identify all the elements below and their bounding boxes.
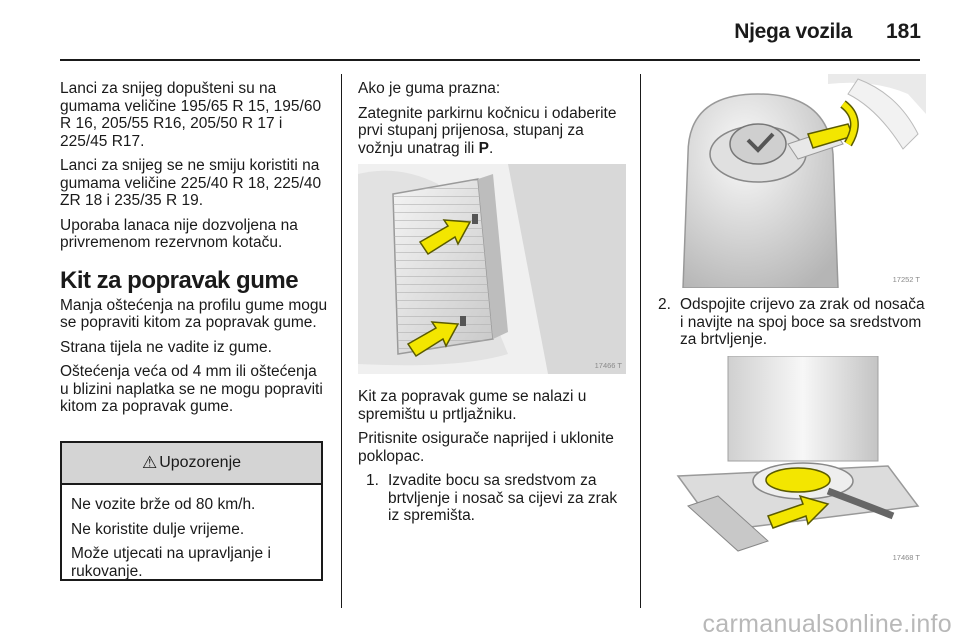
paragraph: Oštećenja veća od 4 mm ili oštećenja u blizini naplatka se ne mogu popraviti kitom za popravak gume.	[60, 363, 323, 415]
figure-label: 17252 T	[892, 275, 920, 284]
paragraph: Strana tijela ne vadite iz gume.	[60, 338, 272, 356]
sealant-bottle-illustration	[658, 74, 926, 288]
warning-line: Ne vozite brže od 80 km/h.	[71, 496, 256, 513]
paragraph: Uporaba lanaca nije dozvoljena na privremenom rezervnom kotaču.	[60, 216, 298, 251]
chapter-title: Njega vozila	[734, 20, 852, 43]
paragraph: Kit za popravak gume se nalazi u spremištu u prtljažniku.	[358, 388, 587, 423]
step-text: Odspojite crijevo za zrak od nosača i navijte na spoj boce sa sredstvom za brtvljenje.	[680, 296, 925, 348]
page-header	[0, 0, 960, 62]
figure-hose-connection	[658, 356, 926, 566]
step-list	[658, 296, 926, 349]
column-divider-right	[640, 74, 641, 608]
instruction-paragraph	[358, 105, 626, 158]
instruction-suffix: .	[488, 139, 494, 157]
figure-label: 17466 T	[594, 361, 622, 370]
warning-line: Može utjecati na upravljanje i rukovanje.	[71, 545, 271, 580]
hose-connection-illustration	[658, 356, 926, 566]
paragraph: Manja oštećenja na profilu gume mogu se popraviti kitom za popravak gume.	[60, 296, 328, 331]
step-number: 2.	[658, 296, 671, 313]
step-list	[358, 472, 626, 525]
instruction-text: Zategnite parkirnu kočnicu i odaberite prvi stupanj prijenosa, stupanj za vožnju unatrag ili	[358, 104, 617, 157]
paragraph: Lanci za snijeg dopušteni su na gumama veličine 195/65 R 15, 195/60 R 16, 205/55 R16, 205/50 R 17 i 225/45 R17.	[60, 80, 322, 150]
warning-line: Ne koristite dulje vrijeme.	[71, 520, 245, 538]
paragraph: Pritisnite osigurače naprijed i uklonite poklopac.	[358, 430, 614, 465]
figure-sealant-bottle	[658, 74, 926, 288]
figure-label: 17468 T	[892, 553, 920, 562]
paragraph: Lanci za snijeg se ne smiju koristiti na gumama veličine 225/40 R 18, 225/40 ZR 18 i 235/35 R 19.	[60, 157, 322, 209]
watermark: carmanualsonline.info	[702, 610, 952, 638]
column-1	[60, 80, 328, 423]
column-2-lower	[358, 388, 626, 531]
warning-triangle-icon: ⚠	[141, 453, 158, 472]
column-divider-left	[341, 74, 342, 608]
header-rule	[60, 59, 920, 61]
column-3	[658, 296, 926, 355]
warning-body	[62, 485, 321, 580]
paragraph: Ako je guma prazna:	[358, 80, 501, 97]
storage-compartment-illustration	[358, 164, 626, 374]
warning-header	[62, 443, 321, 485]
step-number: 1.	[366, 472, 379, 489]
page-number: 181	[885, 20, 921, 43]
figure-storage-compartment	[358, 164, 626, 374]
column-2	[358, 80, 626, 164]
list-item	[366, 472, 626, 525]
warning-title: Upozorenje	[159, 454, 242, 471]
instruction-bold: P	[478, 139, 489, 157]
section-heading: Kit za popravak gume	[60, 266, 299, 294]
step-text: Izvadite bocu sa sredstvom za brtvljenje i nosač sa cijevi za zrak iz spremišta.	[388, 472, 618, 524]
list-item	[658, 296, 926, 349]
warning-box	[60, 441, 323, 581]
